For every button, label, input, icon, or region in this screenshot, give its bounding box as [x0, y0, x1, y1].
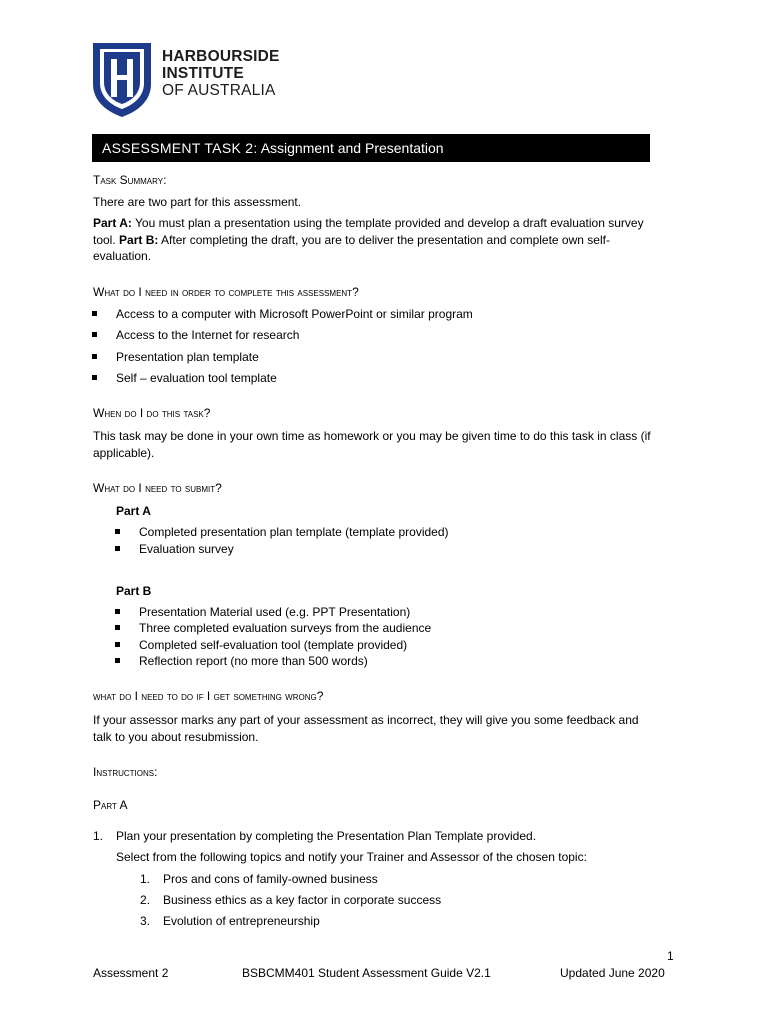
banner-title: Assignment and Presentation — [257, 140, 444, 156]
part-a-text: You must plan a presentation using the template provided and develop a draft evaluation survey tool. — [93, 216, 644, 247]
submit-item-text: Completed presentation plan template (template provided) — [139, 525, 449, 539]
when-heading: When do I do this task? — [93, 406, 211, 420]
instructions-part-a-heading: Part A — [93, 798, 128, 812]
requirement-text: Self – evaluation tool template — [116, 371, 277, 385]
submit-item — [139, 620, 431, 636]
submit-item-text: Evaluation survey — [139, 542, 234, 556]
when-text: This task may be done in your own time as homework or you may be given time to do this task in class (if applicable). — [93, 429, 651, 460]
instructions-heading: Instructions: — [93, 765, 158, 779]
topic-text: Pros and cons of family-owned business — [163, 872, 378, 886]
topic-number: 1. — [140, 872, 151, 886]
requirement-text: Access to a computer with Microsoft PowerPoint or similar program — [116, 307, 473, 321]
submit-item-text: Presentation Material used (e.g. PPT Presentation) — [139, 605, 411, 619]
submit-item-text: Three completed evaluation surveys from the audience — [139, 621, 432, 635]
footer-right: Updated June 2020 — [560, 966, 665, 980]
requirement-text: Access to the Internet for research — [116, 328, 300, 342]
submit-heading: What do I need to submit? — [93, 481, 222, 495]
requirement-item — [116, 370, 277, 386]
banner-tag: ASSESSMENT TASK 2: — [102, 140, 258, 156]
logo-line-1: HARBOURSIDE — [162, 48, 280, 65]
part-a-label: Part A: — [93, 216, 132, 230]
submit-item-text: Completed self-evaluation tool (template provided) — [139, 638, 408, 652]
step-text: Plan your presentation by completing the Presentation Plan Template provided. — [116, 829, 537, 843]
submit-item — [139, 604, 410, 620]
assessment-title-banner — [92, 134, 650, 162]
footer-left: Assessment 2 — [93, 966, 169, 980]
submit-item — [139, 653, 368, 669]
topic-item — [140, 913, 320, 929]
institute-logo — [92, 42, 292, 120]
requirement-item — [116, 327, 299, 343]
submit-part-b-title: Part B — [116, 584, 152, 598]
submit-part-a-title: Part A — [116, 504, 151, 518]
topic-number: 2. — [140, 893, 151, 907]
requirement-item — [116, 306, 473, 322]
submit-item-text: Reflection report (no more than 500 words) — [139, 654, 368, 668]
part-b-text: After completing the draft, you are to deliver the presentation and complete own self-evaluation. — [93, 232, 610, 263]
footer-center: BSBCMM401 Student Assessment Guide V2.1 — [242, 966, 491, 980]
resubmission-heading: what do I need to do if I get something wrong? — [93, 689, 324, 703]
requirement-text: Presentation plan template — [116, 350, 259, 364]
submit-item — [139, 541, 234, 557]
institute-name — [162, 48, 280, 99]
requirements-heading: What do I need in order to complete this assessment? — [93, 285, 359, 299]
topic-number: 3. — [140, 914, 151, 928]
topic-text: Evolution of entrepreneurship — [163, 914, 320, 928]
logo-line-2: INSTITUTE — [162, 65, 244, 82]
topic-item — [140, 871, 378, 887]
part-b-label: Part B: — [119, 232, 159, 247]
resubmission-text: If your assessor marks any part of your assessment as incorrect, they will give you some feedback and talk to you about resubmission. — [93, 713, 639, 744]
logo-line-3: OF AUSTRALIA — [162, 82, 276, 99]
instruction-step-detail: Select from the following topics and notify your Trainer and Assessor of the chosen topic: — [116, 850, 587, 864]
instruction-step — [93, 828, 537, 844]
task-summary-parts — [93, 215, 653, 265]
topic-item — [140, 892, 442, 908]
submit-item — [139, 637, 407, 653]
submit-item — [139, 524, 449, 540]
step-number: 1. — [93, 829, 104, 843]
task-summary-intro: There are two part for this assessment. — [93, 195, 302, 209]
shield-logo-icon — [92, 42, 152, 118]
topic-text: Business ethics as a key factor in corporate success — [163, 893, 442, 907]
task-summary-heading: Task Summary: — [93, 173, 167, 187]
requirement-item — [116, 349, 259, 365]
page-number: 1 — [667, 949, 674, 963]
